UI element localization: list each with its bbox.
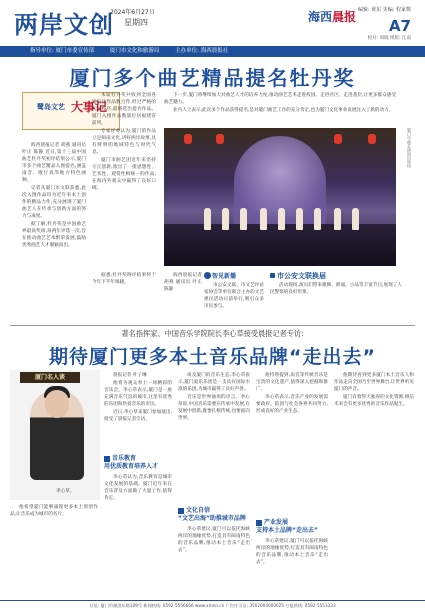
sponsor-item: 主办单位: 海西晨报社	[175, 48, 229, 54]
newspaper-logo	[308, 8, 356, 25]
page-number: A7	[388, 17, 411, 35]
paragraph: 业内人士表示,此次多个作品获得提名,是对厦门曲艺工作的充分肯定,也为厦门文化事业发展注入了新的动力。	[173, 108, 394, 113]
byline: 海西晨报记者 胡燕 通讯员 叶正 陈静	[164, 273, 202, 292]
subsection-label: 产业发展	[264, 519, 289, 526]
paragraph: 市公安文联、市文艺评论家协会等单位联合主办的文艺惠民活动日前举行,吸引众多市民参与。	[204, 283, 264, 309]
paragraph: 李心草表示,音乐产业的发展需要政府、院团与社会各界共同努力,形成良好的产业生态。	[256, 395, 328, 414]
article-column	[164, 272, 202, 322]
paragraph: 活动现场,演员们带来歌舞、朗诵、小品等丰富节目,展现了人民警察的良好形象。	[270, 283, 402, 295]
paragraph: 李心草建议,厦门可以依托海峡两岸的地缘优势,打造具有闽南特色的音乐品牌,推动本土音乐“走出去”。	[178, 527, 250, 553]
paragraph: 下一步,厦门将继续加大对曲艺人才的培养力度,推动曲艺艺术走进校园、走进社区、走进基层,让更多群众感受曲艺魅力。	[164, 93, 396, 105]
zhixin-logo-icon	[204, 272, 211, 279]
byline: 晨报记者 叶子琳	[113, 373, 147, 378]
subsection-headline: 支持本土品牌“走出去”	[256, 527, 318, 534]
paragraph: 厦门有着得天独厚的文化资源,相信未来会有更多优秀的音乐作品诞生。	[334, 395, 414, 407]
article-column	[22, 142, 86, 332]
article-column	[270, 282, 402, 322]
subsection-label: 音乐教育	[112, 455, 137, 462]
logo-part1: 海西	[308, 10, 333, 24]
logo-part2: 晨报	[332, 10, 357, 24]
footer-divider	[0, 600, 425, 601]
interview-column	[104, 474, 172, 596]
interview-column	[334, 372, 414, 596]
headline-main: 厦门多个曲艺精品提名牡丹奖	[69, 66, 356, 90]
article-column	[92, 272, 156, 322]
sponsor-item: 厦门市文化和旅游局	[109, 48, 160, 54]
interview-column	[104, 372, 172, 452]
article-column	[92, 92, 156, 268]
interview-subtitle: 著名指挥家、中国音乐学院院长李心草接受晨报记者专访:	[121, 329, 304, 338]
interview-column	[256, 538, 328, 596]
sponsor-item: 指导单位: 厦门市委宣传部	[30, 48, 95, 54]
interview-column	[178, 526, 250, 596]
paragraph: 据悉,牡丹奖终评结果将于今年下半年揭晓。	[92, 273, 156, 285]
banner-text2: 大事记	[71, 100, 108, 114]
paragraph: 他将为观众奉上一场精彩的音乐会。李心草表示,厦门是一座充满音乐气息的城市,这里有优秀的乐团和热爱音乐的市民。	[104, 381, 172, 407]
zhixin-label: 智见新播	[212, 273, 237, 280]
subsection-headline: 用优质教育培养人才	[104, 463, 159, 470]
subsection-label: 文化自信	[186, 507, 211, 514]
paragraph: 他希望厦门能够涌现更多本土原创作品,让音乐成为城市的名片。	[10, 505, 98, 517]
editor-credit: 编辑: 黄东 美编: 程家棋	[357, 7, 411, 13]
subsection-headline: “文艺出海”助推城市品牌	[178, 515, 246, 522]
section-divider	[10, 325, 415, 326]
paragraph: 本届牡丹奖共收到全国各地报送作品数百件,经过严格的初评程序,最终选出提名作品。厦门入围作品数量位居福建省前列。	[92, 93, 156, 126]
interview-column	[256, 372, 328, 504]
paragraph: 海西晨报记者 胡燕 通讯员 叶正 陈静 近日,第十三届中国曲艺牡丹奖初评结果公示,厦门市多个曲艺精品入围提名,涵盖南音、歌仔戏等地方特色曲种。	[22, 143, 86, 183]
sponsor-bar	[0, 46, 425, 57]
article-column	[164, 92, 396, 124]
section-icon	[178, 508, 184, 514]
photo-caption: 厦门市曲艺团演出现场	[407, 128, 412, 168]
article-column	[204, 282, 264, 322]
section-icon	[104, 456, 110, 462]
paragraph: 他期待看到更多厦门本土音乐人和作品走向全国乃至世界舞台,让世界听见厦门的声音。	[334, 373, 414, 392]
paragraph: 李心草认为,音乐教育是城市文化发展的基础。厦门近年来在音乐普及方面做了大量工作,值得肯定。	[104, 475, 172, 501]
issue-weekday: 星期四	[124, 18, 148, 27]
banner-text1: 鹭岛文艺	[37, 103, 65, 111]
proof-credit: 校对: 周晓 组版: 江南	[367, 36, 411, 41]
paragraph: 专家评委认为,厦门的作品立足闽南文化,讲好两岸故事,具有鲜明的地域特色与时代气息。	[92, 129, 156, 155]
page-footer: 社址: 厦门市湖滨东路109号 新闻热线: 0592-5556666 www.xmnn.cn 广告许可证: 3502004000025 订报热线: 0592-5553333	[89, 603, 336, 608]
interview-column	[10, 504, 98, 596]
interview-headline: 期待厦门更多本土音乐品牌“走出去”	[49, 346, 376, 368]
paragraph: 据了解,牡丹奖是中国曲艺界最高奖项,每两年评选一次,旨在推动曲艺艺术繁荣发展,鼓励优秀曲艺人才脱颖而出。	[22, 222, 86, 248]
paragraph: 近日,李心草来厦门参加演出,接受了晨报记者专访。	[104, 410, 172, 422]
portrait-face	[45, 390, 69, 418]
paragraph: 音乐是世界通用的语言。李心草说,中国音乐需要在传承中发展,在发展中创新,既要扎根传统,也要面向世界。	[178, 395, 250, 421]
portrait-caption: 李心草。	[56, 489, 75, 494]
paragraph: 李心草建议,厦门可以依托海峡两岸的地缘优势,打造具有闽南特色的音乐品牌,推动本土音乐“走出去”。	[256, 539, 328, 565]
section-title: 两岸文创	[14, 11, 114, 39]
stage-performance-photo	[164, 128, 396, 266]
column-tag: 厦门名人谈	[20, 372, 80, 383]
issue-date: 2024年6月27日	[110, 9, 155, 16]
paragraph: 谈及厦门的音乐生态,李心草表示,厦门爱乐乐团是一支具有国际水准的乐团,为城市赢得了良好声誉。	[178, 373, 250, 392]
paragraph: 记者从厦门市文联获悉,此次入围作品均为近年来本土创作的精品力作,充分展现了厦门曲艺人在传承与创新方面的努力与成果。	[22, 186, 86, 219]
interview-column	[178, 372, 250, 504]
paragraph: 他特别提到,南音等传统音乐是宝贵的文化遗产,值得深入挖掘和推广。	[256, 373, 328, 392]
section-icon	[256, 520, 262, 526]
paragraph: 厦门市曲艺团近年来坚持守正创新,推出了一批思想性、艺术性、观赏性相统一的作品,在海内外观众中赢得了良好口碑。	[92, 158, 156, 191]
square-icon	[270, 273, 275, 278]
subarticle-headline: 市公安文联换届	[277, 272, 326, 280]
